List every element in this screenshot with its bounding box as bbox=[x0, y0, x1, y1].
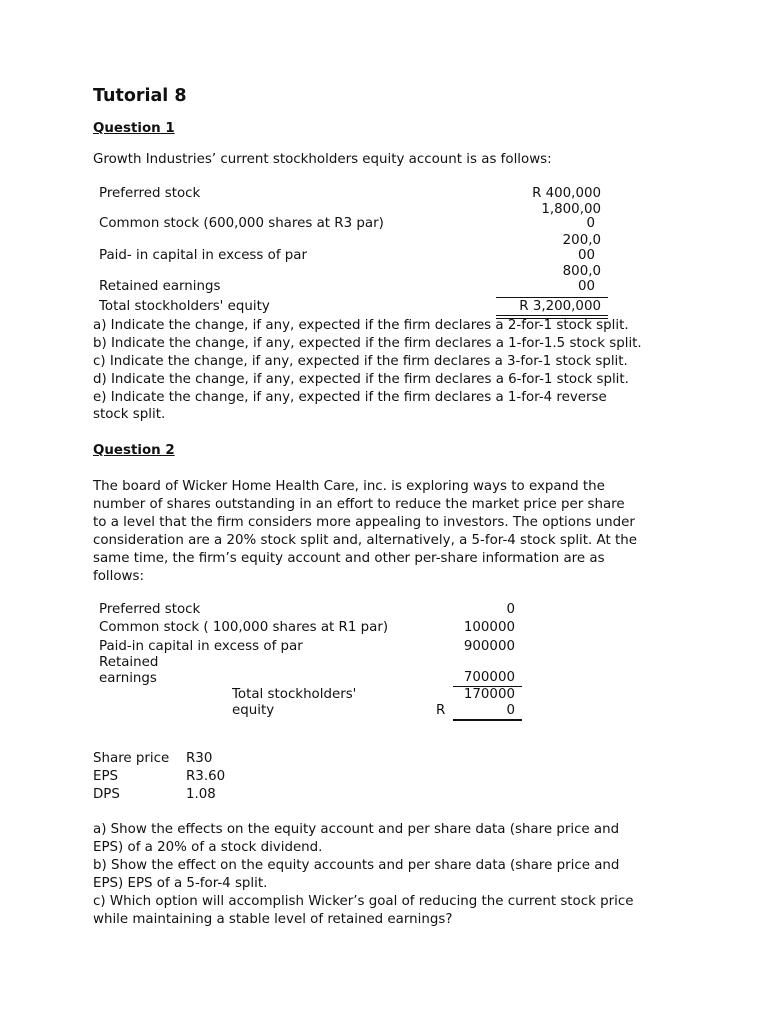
q2-row-label-retained-1: Retained bbox=[99, 655, 159, 670]
per-share-label-dps: DPS bbox=[93, 787, 120, 802]
q2-part-b-cont: EPS) EPS of a 5-for-4 split. bbox=[93, 876, 268, 891]
q1-value-total: R 3,200,000 bbox=[519, 299, 601, 314]
q2-total-currency: R bbox=[436, 703, 446, 718]
q2-value-common: 100000 bbox=[463, 620, 515, 635]
q2-value-paid-in: 900000 bbox=[463, 639, 515, 654]
q1-row-label-preferred: Preferred stock bbox=[99, 186, 201, 201]
q2-value-total-line2: 0 bbox=[506, 703, 515, 718]
q2-value-retained: 700000 bbox=[463, 670, 515, 685]
per-share-value-dps: 1.08 bbox=[186, 787, 216, 802]
q1-part-d: d) Indicate the change, if any, expected if the firm declares a 6-for-1 stock split. bbox=[93, 372, 629, 387]
q2-part-c-cont: while maintaining a stable level of retained earnings? bbox=[93, 912, 453, 927]
q2-part-a: a) Show the effects on the equity account and per share data (share price and bbox=[93, 822, 620, 837]
q2-row-label-total-2: equity bbox=[232, 703, 275, 718]
q1-value-paid-line2: 00 bbox=[577, 248, 595, 263]
per-share-value-price: R30 bbox=[186, 751, 213, 766]
question-1-intro: Growth Industries’ current stockholders equity account is as follows: bbox=[93, 152, 552, 167]
q2-row-label-preferred: Preferred stock bbox=[99, 602, 201, 617]
q1-row-label-common: Common stock (600,000 shares at R3 par) bbox=[99, 216, 384, 231]
page-title: Tutorial 8 bbox=[93, 86, 187, 106]
q2-part-b: b) Show the effect on the equity accounts and per share data (share price and bbox=[93, 858, 620, 873]
q2-value-preferred: 0 bbox=[506, 602, 515, 617]
q1-value-common-line1: 1,800,00 bbox=[541, 202, 601, 217]
q1-part-e-cont: stock split. bbox=[93, 407, 166, 422]
q2-intro-line: to a level that the firm considers more appealing to investors. The options under bbox=[93, 515, 635, 530]
per-share-label-price: Share price bbox=[93, 751, 170, 766]
q1-row-label-total: Total stockholders' equity bbox=[99, 299, 270, 314]
q2-row-label-paid-in: Paid-in capital in excess of par bbox=[99, 639, 303, 654]
q2-intro-line: consideration are a 20% stock split and, alternatively, a 5-for-4 stock split. At the bbox=[93, 533, 637, 548]
q2-intro-line: same time, the firm’s equity account and other per-share information are as bbox=[93, 551, 605, 566]
q1-value-common-line2: 0 bbox=[586, 216, 595, 231]
q2-row-label-common: Common stock ( 100,000 shares at R1 par) bbox=[99, 620, 389, 635]
q1-part-c: c) Indicate the change, if any, expected if the firm declares a 3-for-1 stock split. bbox=[93, 354, 628, 369]
q1-part-a: a) Indicate the change, if any, expected if the firm declares a 2-for-1 stock split. bbox=[93, 318, 629, 333]
q1-subtotal-rule bbox=[496, 297, 608, 298]
q1-row-label-retained: Retained earnings bbox=[99, 279, 221, 294]
q2-intro-line: follows: bbox=[93, 569, 144, 584]
q2-part-a-cont: EPS) of a 20% of a stock dividend. bbox=[93, 840, 323, 855]
q2-total-rule bbox=[453, 719, 522, 721]
q1-value-retained-line2: 00 bbox=[577, 279, 595, 294]
q2-value-total-line1: 170000 bbox=[463, 687, 515, 702]
q2-row-label-retained-2: earnings bbox=[99, 671, 157, 686]
question-1-heading: Question 1 bbox=[93, 121, 175, 136]
q1-row-label-paid-in: Paid- in capital in excess of par bbox=[99, 248, 308, 263]
q1-value-retained-line1: 800,0 bbox=[562, 264, 601, 279]
q1-part-e: e) Indicate the change, if any, expected if the firm declares a 1-for-4 reverse bbox=[93, 390, 607, 405]
q2-part-c: c) Which option will accomplish Wicker’s goal of reducing the current stock price bbox=[93, 894, 634, 909]
q1-value-preferred: R 400,000 bbox=[532, 186, 601, 201]
q1-value-paid-line1: 200,0 bbox=[562, 233, 601, 248]
question-2-heading: Question 2 bbox=[93, 443, 175, 458]
q2-intro-line: The board of Wicker Home Health Care, inc. is exploring ways to expand the bbox=[93, 479, 605, 494]
q2-intro-line: number of shares outstanding in an effort to reduce the market price per share bbox=[93, 497, 625, 512]
per-share-label-eps: EPS bbox=[93, 769, 119, 784]
q2-row-label-total-1: Total stockholders' bbox=[232, 687, 357, 702]
q1-part-b: b) Indicate the change, if any, expected if the firm declares a 1-for-1.5 stock split. bbox=[93, 336, 642, 351]
per-share-value-eps: R3.60 bbox=[186, 769, 226, 784]
